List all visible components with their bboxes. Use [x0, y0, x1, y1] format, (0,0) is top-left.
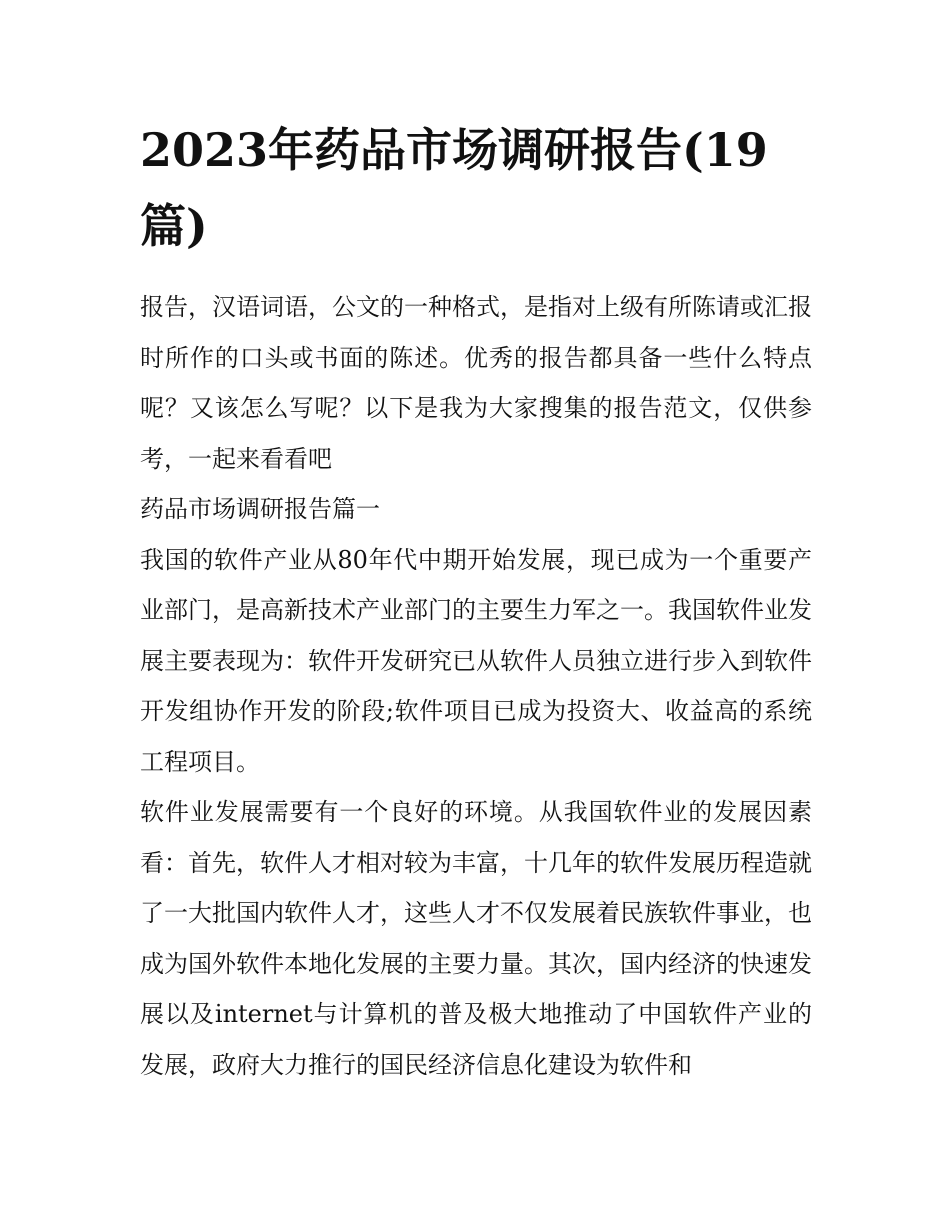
- section-heading: 药品市场调研报告篇一: [140, 495, 380, 523]
- document-page: [140, 112, 812, 1090]
- intro-paragraph: 报告，汉语词语，公文的一种格式，是指对上级有所陈请或汇报时所作的口头或书面的陈述。优秀的报告都具备一些什么特点呢？又该怎么写呢？以下是我为大家搜集的报告范文，仅供参考，一起来看看吧: [140, 293, 812, 473]
- body-paragraph-1: 我国的软件产业从80年代中期开始发展，现已成为一个重要产业部门，是高新技术产业部门的主要生力军之一。我国软件业发展主要表现为：软件开发研究已从软件人员独立进行步入到软件开发组协作开发的阶段;软件项目已成为投资大、收益高的系统工程项目。: [140, 545, 812, 776]
- body-paragraph-2: 软件业发展需要有一个良好的环境。从我国软件业的发展因素看：首先，软件人才相对较为丰富，十几年的软件发展历程造就了一大批国内软件人才，这些人才不仅发展着民族软件事业，也成为国外软件本地化发展的主要力量。其次，国内经济的快速发展以及internet与计算机的普及极大地推动了中国软件产业的发展，政府大力推行的国民经济信息化建设为软件和: [140, 798, 812, 1079]
- document-title: 2023年药品市场调研报告(19篇): [140, 123, 768, 253]
